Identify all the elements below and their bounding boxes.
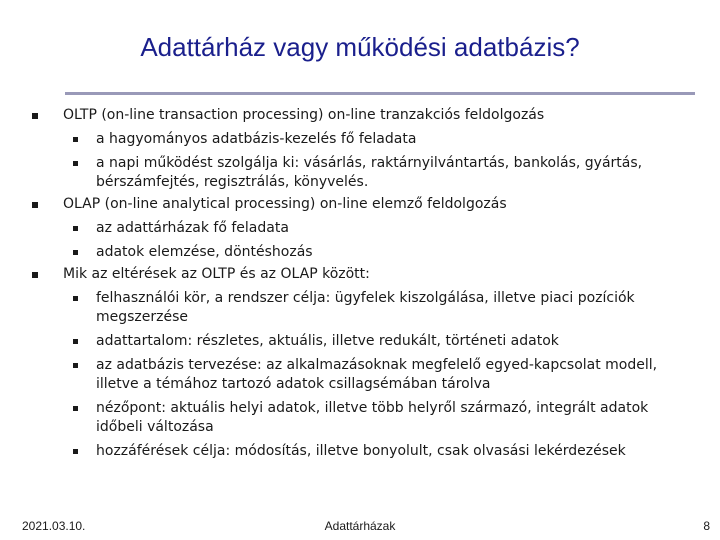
page-number: 8: [703, 519, 710, 533]
sub-bullet-text: nézőpont: aktuális helyi adatok, illetve több helyről származó, integrált adatok időbeli változása: [96, 400, 649, 435]
sub-bullet-text: hozzáférések célja: módosítás, illetve bonyolult, csak olvasási lekérdezések: [96, 443, 626, 459]
sub-bullet-item: [63, 154, 680, 192]
bullet-square-icon: [73, 250, 78, 255]
sub-bullet-text: a hagyományos adatbázis-kezelés fő feladata: [96, 131, 417, 147]
bullet-text: Mik az eltérések az OLTP és az OLAP között:: [63, 266, 370, 282]
bullet-text: OLAP (on-line analytical processing) on-line elemző feldolgozás: [63, 196, 507, 212]
bullet-list: [30, 106, 680, 461]
bullet-square-icon: [73, 296, 78, 301]
bullet-text: OLTP (on-line transaction processing) on-line tranzakciós feldolgozás: [63, 107, 545, 123]
sub-bullet-text: adattartalom: részletes, aktuális, illetve redukált, történeti adatok: [96, 333, 559, 349]
sub-bullet-text: felhasználói kör, a rendszer célja: ügyfelek kiszolgálása, illetve piaci pozíciók megszerzése: [96, 290, 635, 325]
sub-bullet-list: [63, 130, 680, 192]
sub-bullet-text: a napi működést szolgálja ki: vásárlás, raktárnyilvántartás, bankolás, gyártás, bérszámfejtés, regisztrálás, könyvelés.: [96, 155, 643, 190]
slide-title: Adattárház vagy működési adatbázis?: [140, 32, 580, 62]
footer-title: Adattárházak: [324, 519, 396, 533]
title-divider: [65, 92, 695, 95]
bullet-item-oltp: [30, 106, 680, 192]
sub-bullet-text: az adatbázis tervezése: az alkalmazásoknak megfelelő egyed-kapcsolat modell, illetve a témához tartozó adatok csillagsémában tárolva: [96, 357, 658, 392]
sub-bullet-item: [63, 130, 680, 149]
sub-bullet-item: [63, 289, 680, 327]
sub-bullet-list: [63, 219, 680, 262]
bullet-square-icon: [32, 113, 38, 119]
sub-bullet-text: az adattárházak fő feladata: [96, 220, 289, 236]
footer-date: 2021.03.10.: [22, 519, 86, 533]
bullet-square-icon: [32, 272, 38, 278]
bullet-square-icon: [73, 363, 78, 368]
bullet-square-icon: [73, 406, 78, 411]
bullet-square-icon: [73, 161, 78, 166]
bullet-square-icon: [32, 202, 38, 208]
bullet-square-icon: [73, 339, 78, 344]
sub-bullet-text: adatok elemzése, döntéshozás: [96, 244, 313, 260]
bullet-square-icon: [73, 449, 78, 454]
bullet-square-icon: [73, 226, 78, 231]
bullet-item-differences: [30, 265, 680, 461]
bullet-square-icon: [73, 137, 78, 142]
sub-bullet-item: [63, 356, 680, 394]
sub-bullet-item: [63, 442, 680, 461]
sub-bullet-item: [63, 219, 680, 238]
sub-bullet-item: [63, 243, 680, 262]
sub-bullet-item: [63, 399, 680, 437]
sub-bullet-list: [63, 289, 680, 461]
sub-bullet-item: [63, 332, 680, 351]
bullet-item-olap: [30, 195, 680, 262]
